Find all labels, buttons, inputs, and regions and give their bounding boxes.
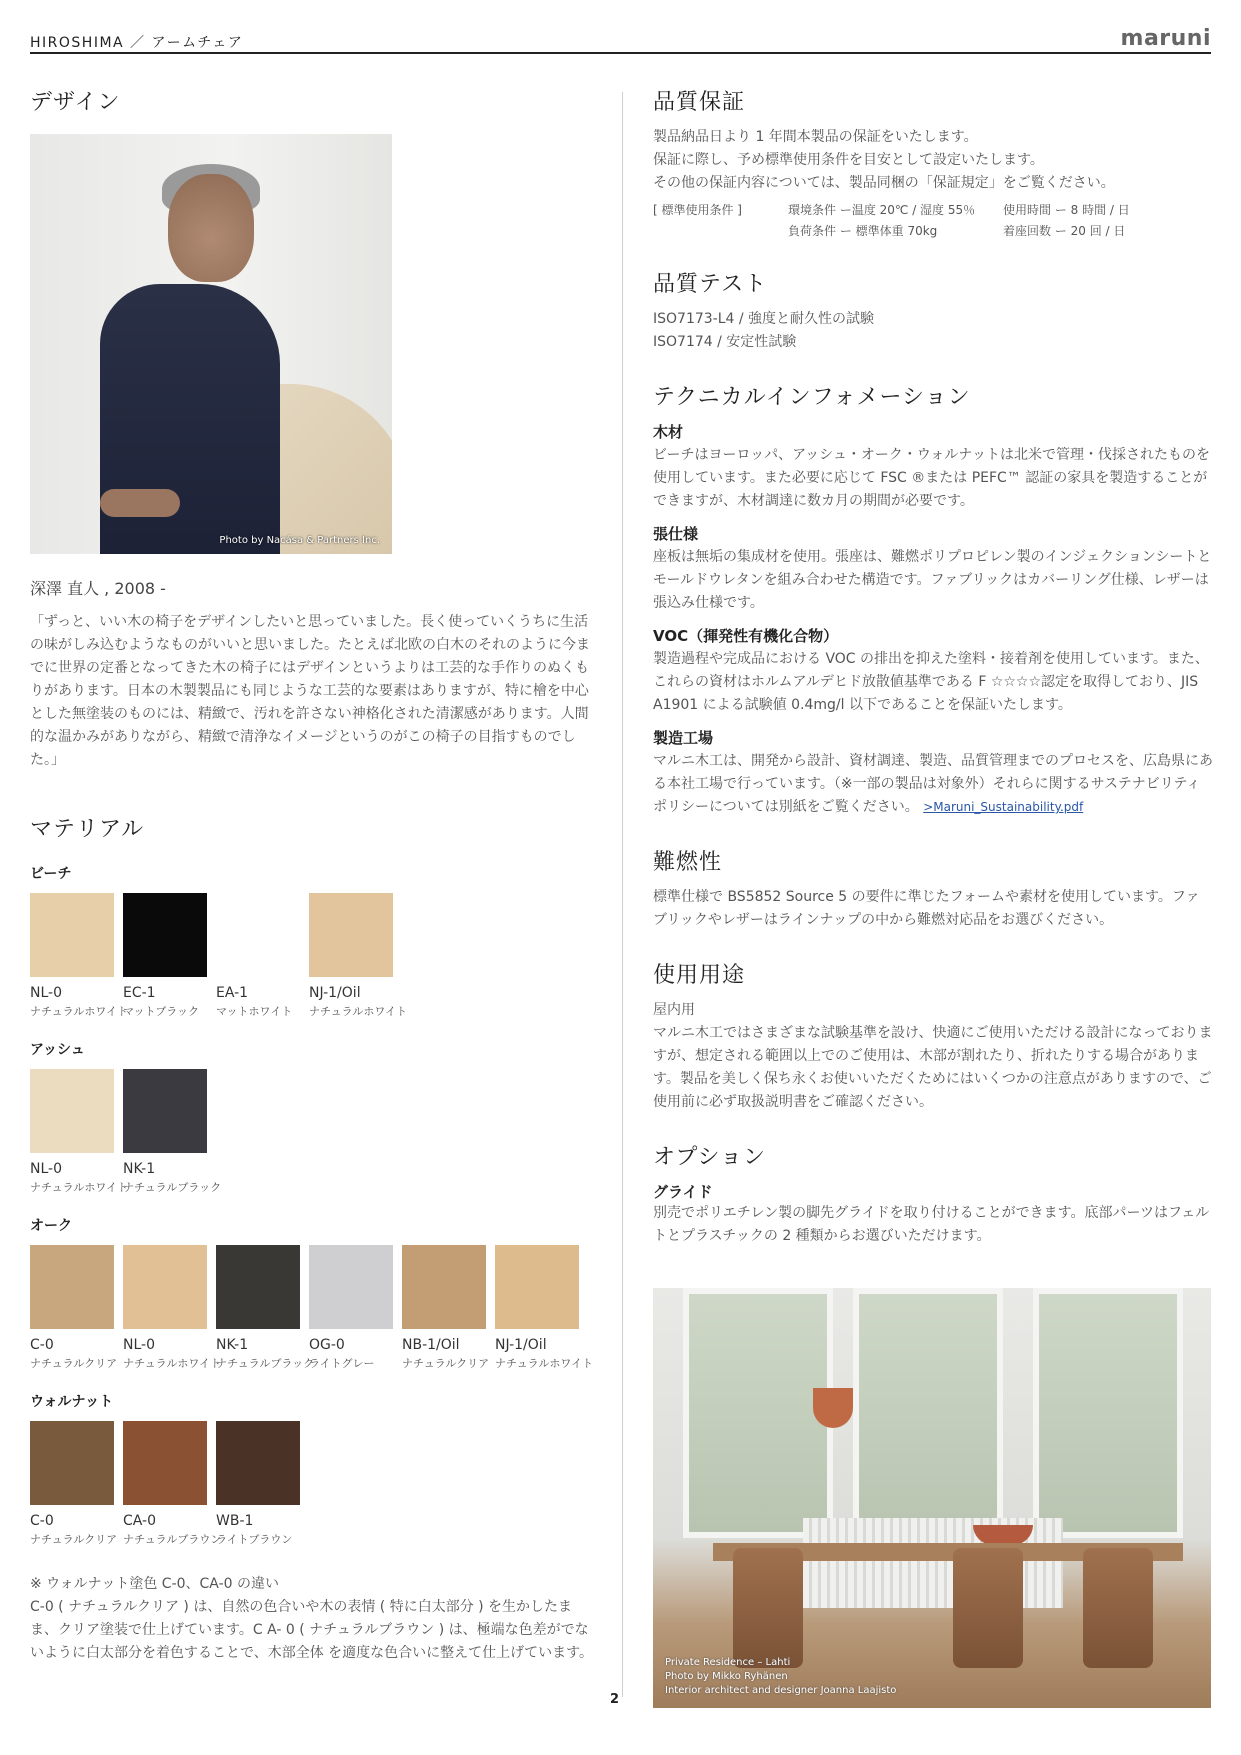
upholstery-heading: 張仕様 <box>653 525 699 543</box>
material-color-name: ナチュラルブラウン <box>123 1533 222 1546</box>
designer-portrait <box>30 134 392 554</box>
material-code: NK-1 <box>216 1337 249 1353</box>
use-sub: 屋内用 <box>653 1002 695 1018</box>
column-divider <box>622 92 623 1697</box>
standard-conditions <box>653 201 1213 241</box>
swatch-row <box>30 893 595 1019</box>
right-column <box>653 85 1213 1708</box>
material-group <box>30 863 595 1019</box>
condition-environment: 環境条件 ー温度 20℃ / 湿度 55％ <box>788 203 976 217</box>
glide-text: 別売でポリエチレン製の脚先グライドを取り付けることができます。底部パーツはフェルトとプラスチックの 2 種類からお選びいただけます。 <box>653 1205 1210 1244</box>
fire-heading: 難燃性 <box>653 850 723 875</box>
condition-time: 使用時間 ー 8 時間 / 日 <box>1003 203 1130 217</box>
material-swatch <box>216 1421 300 1547</box>
wood-block <box>653 421 1213 513</box>
material-color-name: ナチュラルホワイト <box>30 1181 129 1194</box>
condition-load: 負荷条件 ー 標準体重 70kg <box>788 224 938 238</box>
material-color-name: ナチュラルクリア <box>402 1357 490 1370</box>
design-heading: デザイン <box>30 90 121 115</box>
use-text: マルニ木工ではさまざまな試験基準を設け、快適にご使用いただける設計になっておりますが、想定される範囲以上でのご使用は、木部が割れたり、折れたりする場合があります。製品を美しく保ち永くお使いいただくためにはいくつかの注意点がありますので、ご使用前に必ず取扱説明書をご確認ください。 <box>653 1025 1213 1110</box>
color-chip <box>30 1421 114 1505</box>
material-group-name: ビーチ <box>30 866 72 882</box>
material-group-name: オーク <box>30 1218 72 1234</box>
material-color-name: ナチュラルホワイト <box>30 1005 129 1018</box>
swatch-row <box>30 1421 595 1547</box>
material-color-name: ナチュラルホワイト <box>309 1005 408 1018</box>
material-swatch <box>495 1245 594 1371</box>
warranty-heading: 品質保証 <box>653 90 746 115</box>
tech-heading: テクニカルインフォメーション <box>653 385 971 410</box>
color-chip <box>123 1069 207 1153</box>
color-chip <box>309 893 393 977</box>
material-color-name: ナチュラルブラック <box>123 1181 222 1194</box>
material-code: WB-1 <box>216 1513 254 1529</box>
option-section <box>653 1140 1213 1248</box>
material-swatch <box>123 1069 222 1195</box>
breadcrumb: HIROSHIMA ／ アームチェア <box>30 35 244 51</box>
tech-section <box>653 380 1213 819</box>
material-code: NL-0 <box>123 1337 155 1353</box>
factory-block <box>653 727 1213 819</box>
left-column <box>30 85 595 1665</box>
option-heading: オプション <box>653 1145 767 1170</box>
wood-text: ビーチはヨーロッパ、アッシュ・オーク・ウォルナットは北米で管理・伐採されたものを使用しています。また必要に応じて FSC ®または PEFC™ 認証の家具を製造することができますが、木材調達に数カ月の期間が必要です。 <box>653 447 1211 509</box>
color-chip <box>30 893 114 977</box>
material-code: C-0 <box>30 1513 54 1529</box>
fire-section <box>653 845 1213 932</box>
material-code: NK-1 <box>123 1161 156 1177</box>
material-code: NL-0 <box>30 985 62 1001</box>
material-code: NJ-1/Oil <box>309 985 361 1001</box>
portrait-credit: Photo by Nacása & Partners Inc. <box>219 535 380 546</box>
upholstery-block <box>653 523 1213 615</box>
walnut-note: ※ ウォルナット塗色 C-0、CA-0 の違い C-0 ( ナチュラルクリア ) は、自然の色合いや木の表情 ( 特に白太部分 ) を生かしたまま、クリア塗装で仕上げています。C A- 0 ( ナチュラルブラウン ) は、極端な色差がでないように白太部分を着色することで、木部全体 を適度な色合いに整えて仕上げています。 <box>30 1576 594 1661</box>
material-code: C-0 <box>30 1337 54 1353</box>
material-code: OG-0 <box>309 1337 345 1353</box>
color-chip <box>30 1069 114 1153</box>
fire-text: 標準仕様で BS5852 Source 5 の要件に準じたフォームや素材を使用しています。ファブリックやレザーはラインナップの中から難燃対応品をお選びください。 <box>653 889 1200 928</box>
material-color-name: ナチュラルブラック <box>216 1357 315 1370</box>
factory-text <box>653 750 1213 819</box>
interior-photo <box>653 1288 1211 1708</box>
material-group <box>30 1215 595 1371</box>
designer-name: 深澤 直人 , 2008 - <box>30 579 166 598</box>
material-color-name: ナチュラルクリア <box>30 1357 118 1370</box>
voc-text: 製造過程や完成品における VOC の排出を抑えた塗料・接着剤を使用しています。また、これらの資材はホルムアルデヒド放散値基準である F ☆☆☆☆認定を取得しており、JIS A1901 による試験値 0.4mg/l 以下であることを保証いたします。 <box>653 651 1209 713</box>
color-chip <box>123 1421 207 1505</box>
color-chip <box>123 893 207 977</box>
sustainability-pdf-link[interactable]: >Maruni_Sustainability.pdf <box>923 800 1084 814</box>
use-section <box>653 958 1213 1114</box>
factory-text-body: マルニ木工は、開発から設計、資材調達、製造、品質管理までのプロセスを、広島県にある本社工場で行っています。（※一部の製品は対象外）それらに関するサステナビリティポリシーについては別紙をご覧ください。 <box>653 753 1213 815</box>
material-group <box>30 1039 595 1195</box>
material-color-name: ナチュラルクリア <box>30 1533 118 1546</box>
material-heading: マテリアル <box>30 817 145 842</box>
test-text: ISO7173-L4 / 強度と耐久性の試験 ISO7174 / 安定性試験 <box>653 311 875 350</box>
color-chip <box>309 1245 393 1329</box>
material-color-name: ナチュラルホワイト <box>123 1357 222 1370</box>
material-color-name: ナチュラルホワイト <box>495 1357 594 1370</box>
page-header <box>30 28 1211 54</box>
material-group-name: アッシュ <box>30 1042 85 1058</box>
material-code: EA-1 <box>216 985 249 1001</box>
material-groups <box>30 863 595 1547</box>
test-section <box>653 267 1213 354</box>
color-chip <box>216 1245 300 1329</box>
material-group-name: ウォルナット <box>30 1394 114 1410</box>
material-color-name: ライトグレー <box>309 1357 375 1370</box>
material-code: EC-1 <box>123 985 156 1001</box>
material-swatch <box>30 1245 118 1371</box>
color-chip <box>123 1245 207 1329</box>
designer-quote: 「ずっと、いい木の椅子をデザインしたいと思っていました。長く使っていくうちに生活の味がしみ込むようなものがいいと思いました。たとえば北欧の白木のそれのように今までに世界の定番となってきた木の椅子にはデザインというよりは工芸的な手作りのぬくもりがあります。日本の木製製品にも同じような工芸的な要素はありますが、特に檜を中心とした無塗装のものには、精緻で、汚れを許さない神格化された清潔感があります。人間的な温かみがありながら、精緻で清浄なイメージというのがこの椅子の目指すものでした。」 <box>30 614 590 768</box>
warranty-section <box>653 85 1213 241</box>
voc-block <box>653 625 1213 717</box>
use-heading: 使用用途 <box>653 963 746 988</box>
material-swatch <box>123 1421 222 1547</box>
upholstery-text: 座板は無垢の集成材を使用。張座は、難燃ポリプロピレン製のインジェクションシートとモールドウレタンを組み合わせた構造です。ファブリックはカバーリング仕様、レザーは張込み仕様です。 <box>653 549 1212 611</box>
swatch-row <box>30 1069 595 1195</box>
conditions-label: [ 標準使用条件 ] <box>653 203 742 217</box>
wood-heading: 木材 <box>653 423 684 441</box>
material-code: NJ-1/Oil <box>495 1337 547 1353</box>
factory-heading: 製造工場 <box>653 729 714 747</box>
color-chip <box>495 1245 579 1329</box>
material-group <box>30 1391 595 1547</box>
color-chip <box>216 1421 300 1505</box>
material-swatch <box>30 893 129 1019</box>
material-swatch <box>123 893 207 1019</box>
material-swatch <box>216 893 300 1019</box>
maruni-logo: maruni <box>1120 26 1211 51</box>
material-swatch <box>216 1245 315 1371</box>
glide-heading: グライド <box>653 1183 713 1201</box>
material-swatch <box>309 1245 393 1371</box>
material-swatch <box>30 1069 129 1195</box>
color-chip <box>216 893 300 977</box>
material-swatch <box>30 1421 118 1547</box>
voc-heading: VOC（揮発性有機化合物） <box>653 627 839 645</box>
material-color-name: マットブラック <box>123 1005 200 1018</box>
material-color-name: ライトブラウン <box>216 1533 293 1546</box>
color-chip <box>30 1245 114 1329</box>
material-swatch <box>309 893 408 1019</box>
material-code: CA-0 <box>123 1513 157 1529</box>
material-swatch <box>402 1245 490 1371</box>
material-code: NB-1/Oil <box>402 1337 460 1353</box>
color-chip <box>402 1245 486 1329</box>
material-swatch <box>123 1245 222 1371</box>
test-heading: 品質テスト <box>653 272 768 297</box>
photo-caption: Private Residence – Lahti Photo by Mikko Ryhänen Interior architect and designer Joanna Laajisto <box>665 1657 897 1696</box>
material-code: NL-0 <box>30 1161 62 1177</box>
warranty-text: 製品納品日より 1 年間本製品の保証をいたします。 保証に際し、予め標準使用条件を目安として設定いたします。 その他の保証内容については、製品同梱の「保証規定」をご覧ください。 <box>653 129 1115 191</box>
material-color-name: マットホワイト <box>216 1005 293 1018</box>
swatch-row <box>30 1245 595 1371</box>
condition-seat: 着座回数 ー 20 回 / 日 <box>1003 224 1126 238</box>
page-number: 2 <box>610 1692 620 1707</box>
